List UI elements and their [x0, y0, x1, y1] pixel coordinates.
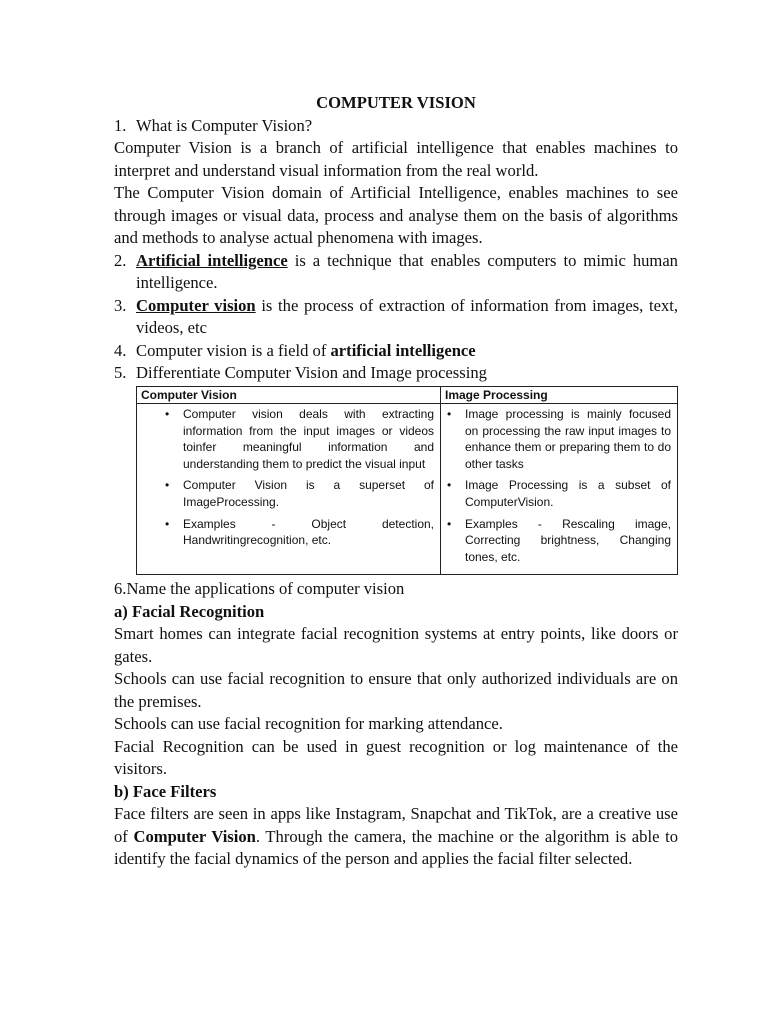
paragraph-bold-text: Computer Vision: [133, 826, 256, 846]
list-item: • Examples - Object detection, Handwritingrecognition, etc.: [183, 516, 434, 549]
paragraph-definition: Computer Vision is a branch of artificial intelligence that enables machines to interpret and understand visual information from the real world.: [114, 138, 678, 180]
question-list-continued: [114, 250, 678, 385]
list-text-bold: artificial intelligence: [330, 340, 476, 360]
paragraph: Smart homes can integrate facial recognition systems at entry points, like doors or gates.: [114, 624, 678, 666]
table-row: [137, 404, 678, 575]
list-text: What is Computer Vision?: [136, 115, 313, 135]
bullet-list: [141, 406, 434, 549]
section-heading-facial-recognition: a) Facial Recognition: [114, 601, 265, 621]
paragraph-text: Face filters are seen in apps like Instagram, Snapchat and TikTok, are a creative use of: [114, 804, 678, 846]
list-item: • Examples - Rescaling image, Correcting brightness, Changing tones, etc.: [465, 516, 671, 566]
list-item-5: [114, 362, 678, 385]
list-number: 5.: [114, 363, 127, 382]
paragraph: Schools can use facial recognition to ensure that only authorized individuals are on the premises.: [114, 669, 678, 711]
list-item: • Computer Vision is a superset of ImageProcessing.: [183, 477, 434, 510]
bullet-list: [445, 406, 671, 565]
list-text-plain: Computer vision is a field of: [136, 340, 331, 360]
list-item-2: [114, 250, 678, 295]
term-bold-underline: Computer vision: [136, 295, 256, 315]
page-title: COMPUTER VISION: [316, 93, 476, 112]
paragraph: Facial Recognition can be used in guest recognition or log maintenance of the visitors.: [114, 736, 678, 779]
list-text: [136, 250, 678, 295]
list-number: 3.: [114, 295, 127, 315]
comparison-table: [136, 386, 678, 576]
list-item: • Computer vision deals with extracting information from the input images or videos toinfer meaningful information and understanding them to predict the visual input: [183, 406, 434, 472]
paragraph-domain: The Computer Vision domain of Artificial Intelligence, enables machines to see through images or visual data, process and analyse them on the basis of algorithms and methods to analyse actual phenomena with images.: [114, 183, 678, 247]
list-number: 1.: [114, 115, 127, 135]
list-text: [136, 340, 678, 363]
list-item-4: [114, 340, 678, 363]
document-content: [114, 92, 678, 871]
question-list: [114, 115, 678, 138]
list-item: • Image processing is mainly focused on processing the raw input images to enhance them or preparing them to do other tasks: [465, 406, 671, 472]
section-heading-face-filters: b) Face Filters: [114, 781, 217, 801]
term-bold-underline: Artificial intelligence: [136, 250, 288, 270]
paragraph-text: . Through the camera, the machine or the algorithm is able to identify the facial dynamics of the person and applies the facial filter selected.: [114, 826, 678, 869]
table-header-computer-vision: Computer Vision: [137, 386, 441, 404]
term-definition: is a technique that enables computers to mimic human intelligence.: [136, 250, 678, 292]
list-number: 2.: [114, 250, 127, 270]
table-cell-image-processing: [441, 404, 678, 575]
list-item: • Image Processing is a subset of ComputerVision.: [465, 477, 671, 510]
term-definition: is the process of extraction of information from images, text, videos, etc: [136, 295, 679, 337]
table-cell-computer-vision: [137, 404, 441, 575]
list-text: Differentiate Computer Vision and Image processing: [136, 363, 487, 382]
paragraph: Schools can use facial recognition for marking attendance.: [114, 714, 503, 734]
table-header-image-processing: Image Processing: [441, 386, 678, 404]
list-item-3: [114, 295, 678, 340]
list-text: [136, 295, 678, 340]
applications-question: 6.Name the applications of computer vision: [114, 579, 405, 599]
list-number: 4.: [114, 340, 127, 360]
table-header-row: [137, 386, 678, 404]
paragraph-face-filters: [114, 803, 678, 871]
list-item-1: [114, 115, 678, 138]
